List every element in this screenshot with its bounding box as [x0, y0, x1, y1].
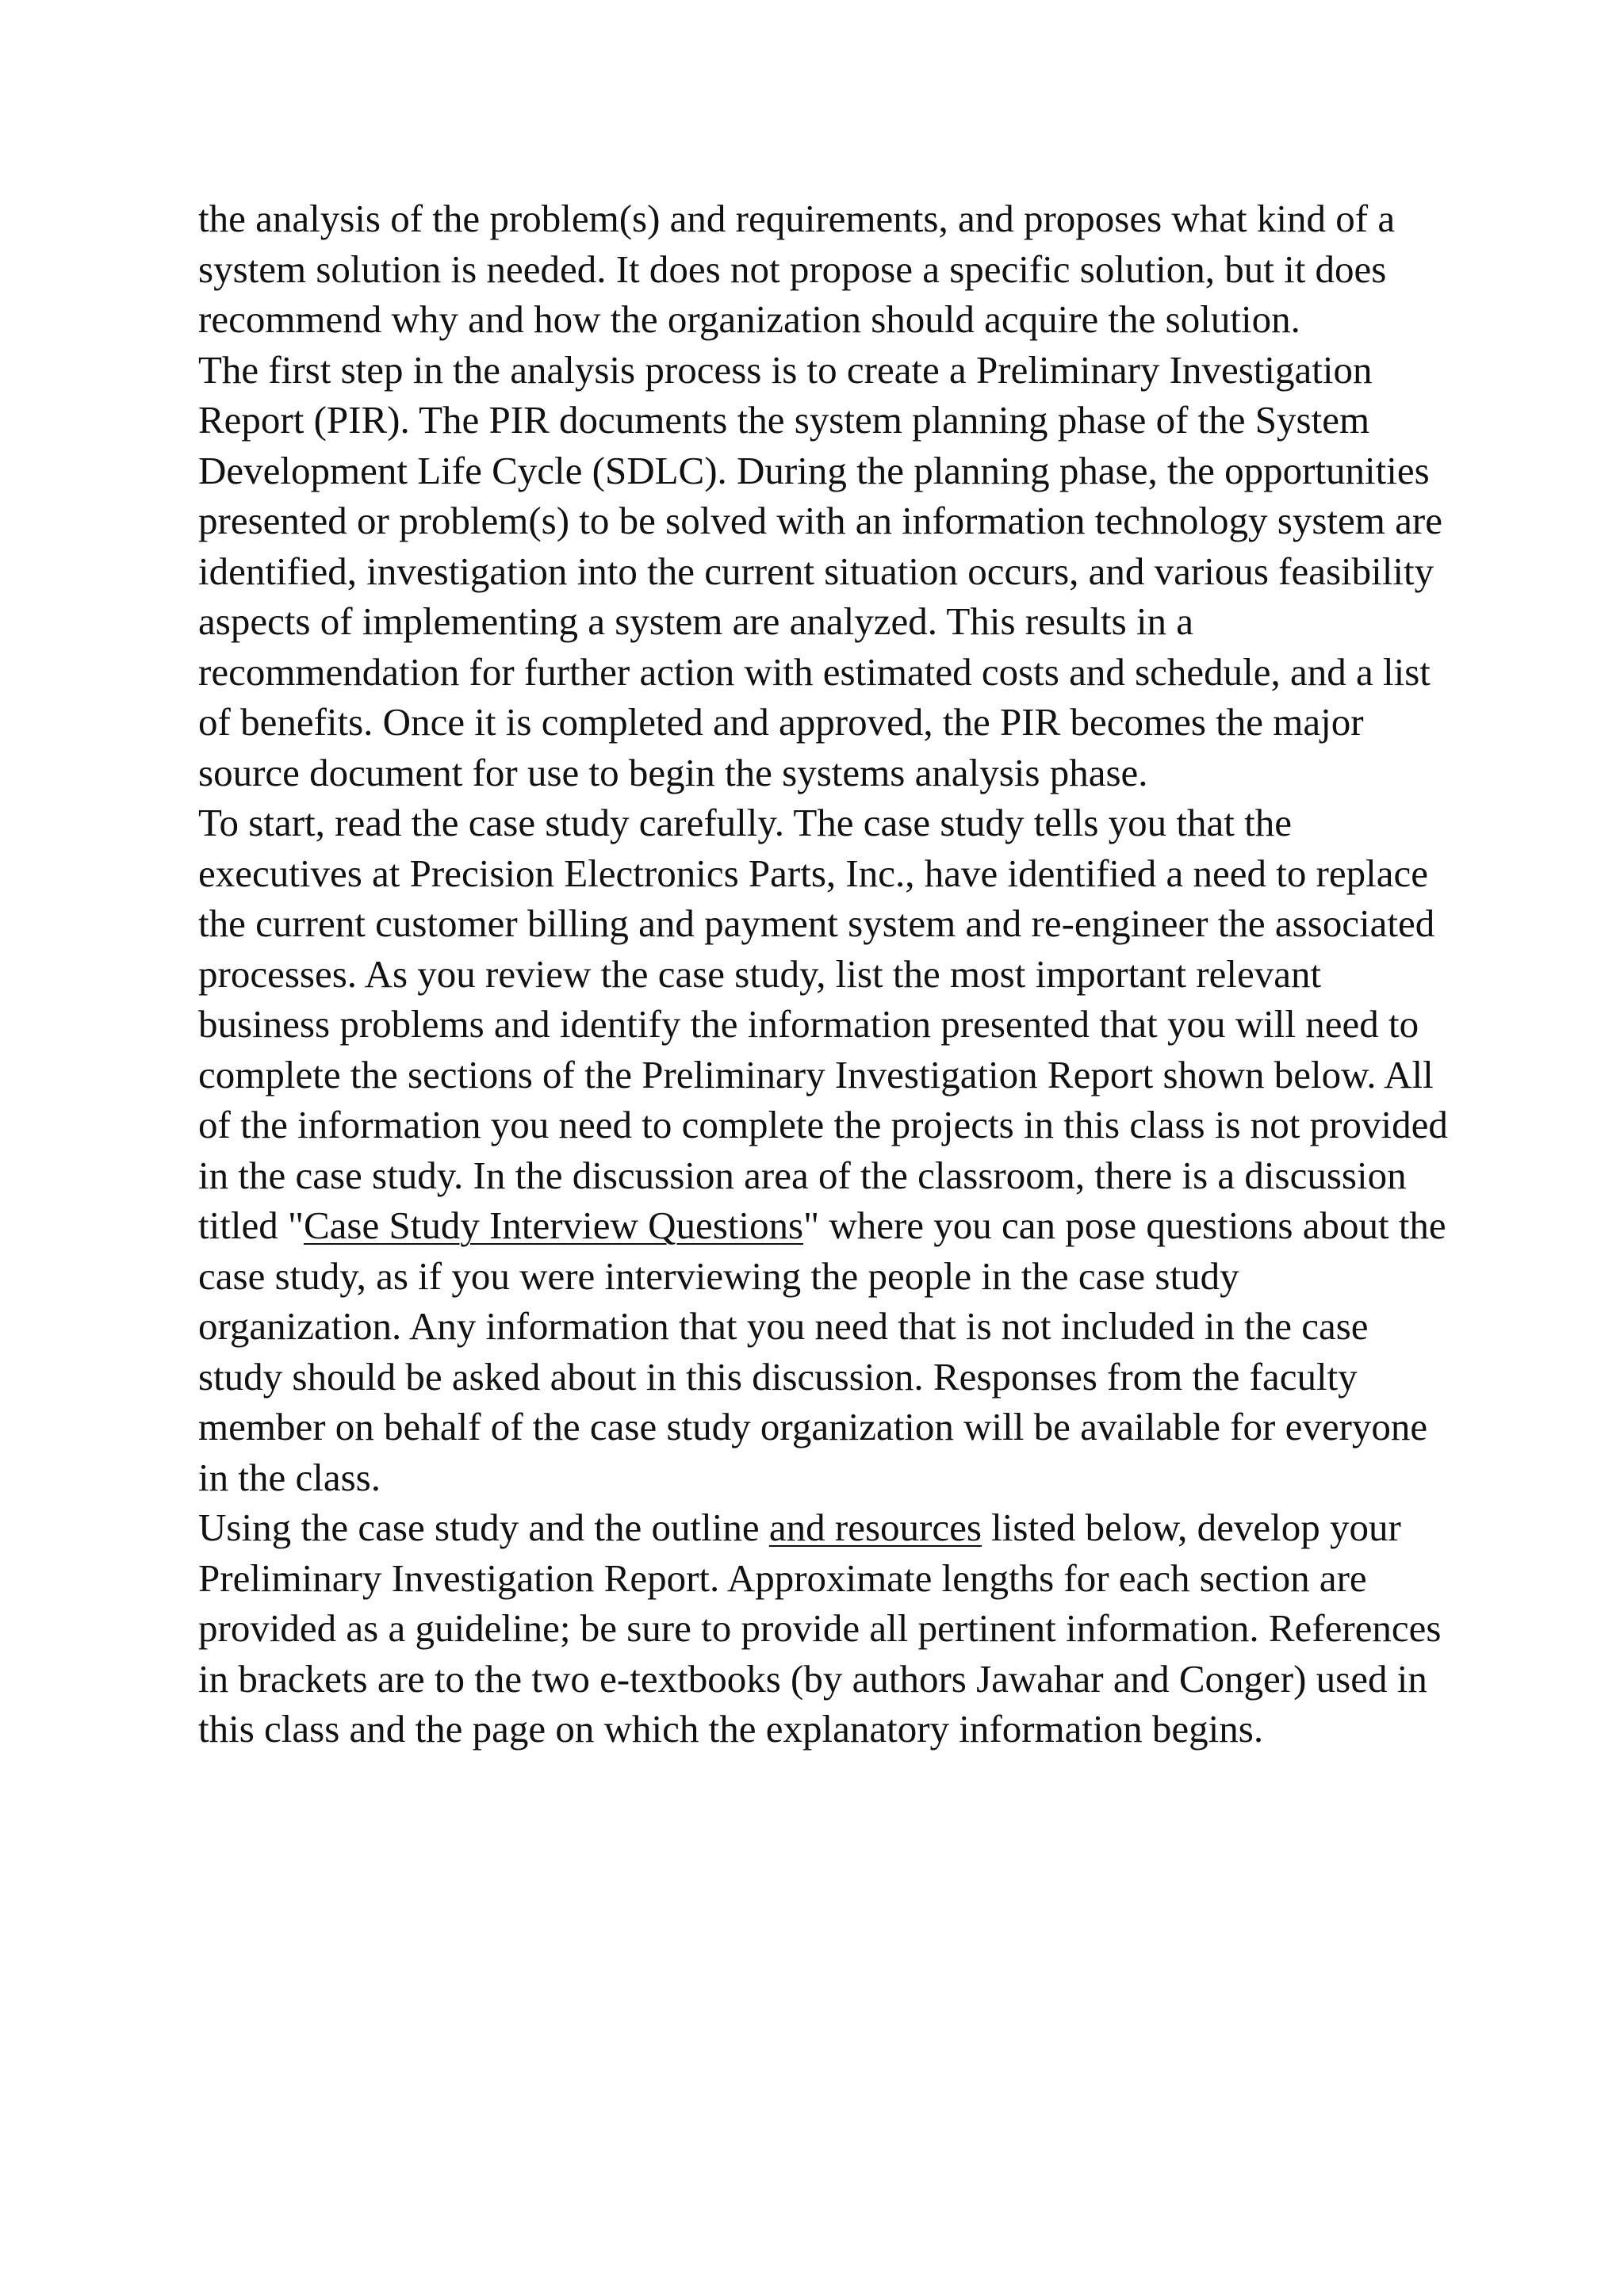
- paragraph-first-step: The first step in the analysis process is to create a Preliminary Investigation Report (PIR). The PIR documents the system planning phase of the System Development Life Cycle (SDLC). During the planning phase, the opportunities presented or problem(s) to be solved with an information technology system are identified, investigation into the current situation occurs, and various feasibility aspects of implementing a system are analyzed. This results in a recommendation for further action with estimated costs and schedule, and a list of benefits. Once it is completed and approved, the PIR becomes the major source document for use to begin the systems analysis phase.: [198, 347, 1442, 794]
- paragraph-using-text-after: listed below, develop your Preliminary Investigation Report. Approximate lengths for each section are provided as a guideline; be sure to provide all pertinent information. References in brackets are to the two e-textbooks (by authors Jawahar and Conger) used in this class and the page on which the explanatory information begins.: [198, 1506, 1442, 1751]
- paragraph-case-study: [198, 798, 1451, 1502]
- paragraph-case-study-text-after: " where you can pose questions about the case study, as if you were interviewing the people in the case study organization. Any information that you need that is not included in the case study should be asked about in this discussion. Responses from the faculty member on behalf of the case study organization will be available for everyone in the class.: [198, 1203, 1446, 1499]
- resources-link[interactable]: and resources: [768, 1506, 982, 1549]
- paragraph-using-text-before: Using the case study and the outline: [198, 1506, 769, 1549]
- paragraph-case-study-text-before: To start, read the case study carefully. The case study tells you that the executives at Precision Electronics Parts, Inc., have identified a need to replace the current customer billing and payment system and re-engineer the associated processes. As you review the case study, list the most important relevant business problems and identify the information presented that you will need to complete the sections of the Preliminary Investigation Report shown below. All of the information you need to complete the projects in this class is not provided in the case study. In the discussion area of the classroom, there is a discussion titled ": [198, 801, 1448, 1247]
- case-study-interview-questions-link[interactable]: Case Study Interview Questions: [303, 1203, 804, 1247]
- paragraph-analysis-intro: the analysis of the problem(s) and requirements, and proposes what kind of a system solution is needed. It does not propose a specific solution, but it does recommend why and how the organization should acquire the solution.: [198, 197, 1396, 341]
- document-page: [198, 193, 1451, 1755]
- paragraph-using-case-study: [198, 1502, 1451, 1755]
